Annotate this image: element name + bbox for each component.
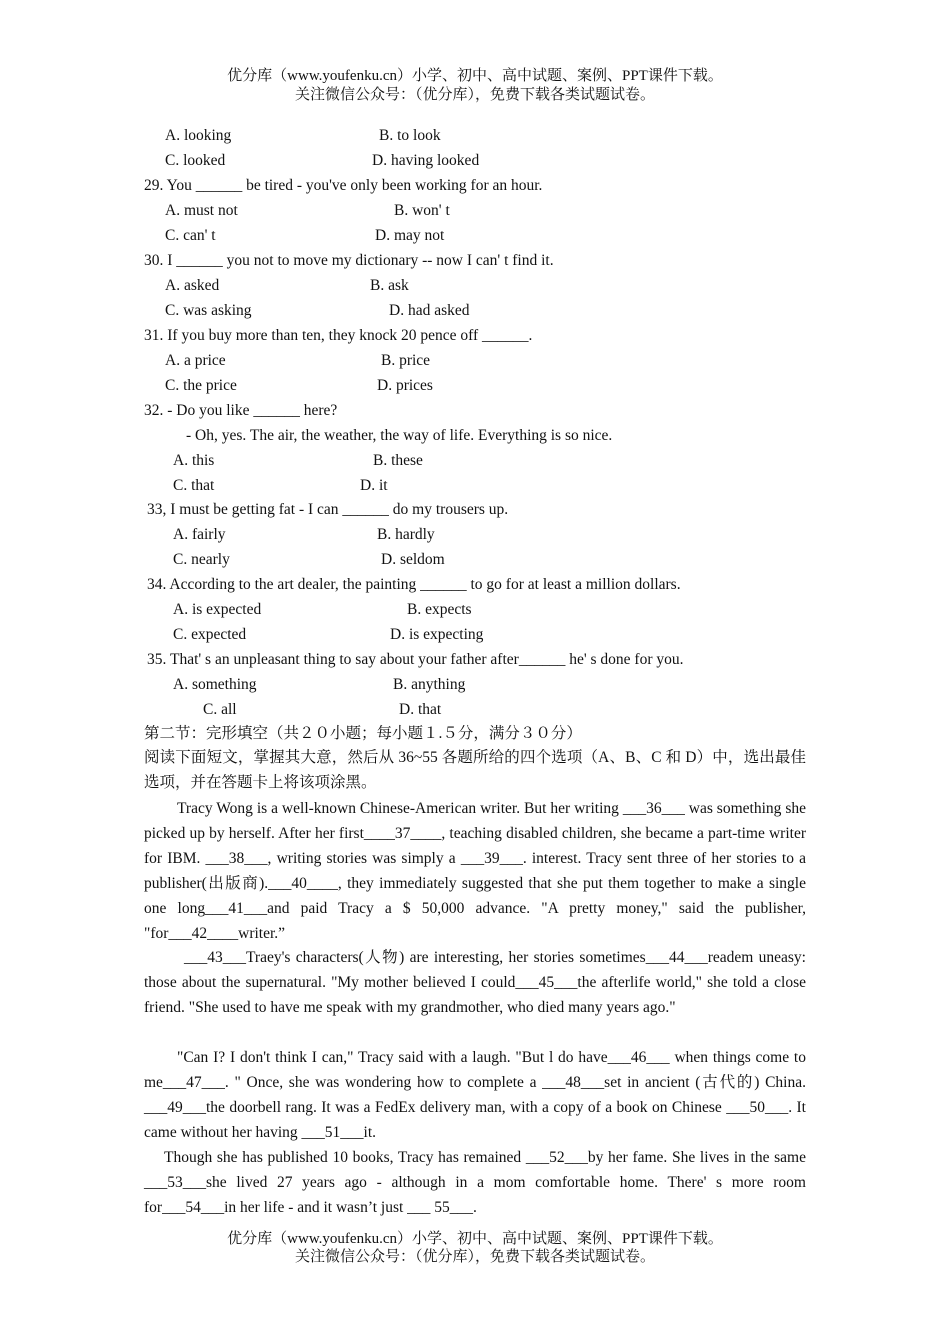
option-c: C. was asking (165, 302, 252, 319)
question-stem: 30. I ______ you not to move my dictionary -- now I can' t find it. (144, 252, 554, 269)
option-a: A. a price (165, 352, 226, 369)
option-c: C. can' t (165, 227, 216, 244)
option-a: A. must not (165, 202, 238, 219)
question-stem: 35. That' s an unpleasant thing to say about your father after______ he' s done for you. (147, 651, 684, 668)
option-b: B. anything (393, 676, 466, 693)
option-a: A. this (173, 452, 215, 469)
footer-line-2: 关注微信公众号：（优分库），免费下载各类试题试卷。 (294, 1249, 655, 1265)
option-c: C. expected (173, 626, 247, 643)
option-d: D. having looked (372, 152, 480, 169)
passage-paragraph-4: Though she has published 10 books, Tracy has remained ___52___by her fame. She lives in the same ___53___she lived 27 years ago - although in a mom comfortable home. There' s more room for___54___in her life - and it wasn’t just ___ 55___. (144, 1149, 806, 1216)
option-c: C. all (203, 701, 237, 718)
passage-paragraph-2: ___43___Traey's characters(人物) are interesting, her stories sometimes___44___readem uneasy: those about the supernatural. "My mother believed I could___45___the afterlife world," she told a close friend. "She used to have me speak with my grandmother, who died many years ago." (144, 949, 806, 1016)
option-d: D. had asked (389, 302, 470, 319)
footer-line-1: 优分库（www.youfenku.cn）小学、初中、高中试题、案例、PPT课件下载。 (227, 1231, 723, 1247)
option-d: D. it (360, 477, 388, 494)
option-c: C. nearly (173, 551, 230, 568)
option-d: D. seldom (381, 551, 445, 568)
option-c: C. looked (165, 152, 226, 169)
option-b: B. ask (370, 277, 409, 294)
option-a: A. fairly (173, 526, 226, 543)
option-b: B. hardly (377, 526, 435, 543)
option-d: D. that (399, 701, 442, 718)
question-stem: 32. - Do you like ______ here? (144, 402, 338, 419)
option-b: B. expects (407, 601, 472, 618)
question-stem: 34. According to the art dealer, the painting ______ to go for at least a million dollars. (147, 576, 681, 593)
option-a: A. something (173, 676, 257, 693)
option-c: C. the price (165, 377, 237, 394)
header-line-1: 优分库（www.youfenku.cn）小学、初中、高中试题、案例、PPT课件下载。 (227, 68, 723, 84)
option-a: A. asked (165, 277, 220, 294)
option-b: B. price (381, 352, 431, 369)
header-line-2: 关注微信公众号：（优分库），免费下载各类试题试卷。 (294, 87, 655, 103)
option-b: B. these (373, 452, 423, 469)
question-response: - Oh, yes. The air, the weather, the way of life. Everything is so nice. (186, 427, 613, 444)
question-stem: 29. You ______ be tired - you've only been working for an hour. (144, 177, 543, 194)
option-d: D. is expecting (390, 626, 484, 643)
option-d: D. may not (375, 227, 445, 244)
option-a: A. looking (165, 127, 232, 144)
question-stem: 33, I must be getting fat - I can ______ do my trousers up. (147, 501, 509, 518)
section-title: 第二节：完形填空（共２０小题；每小题１.５分，满分３０分） (144, 725, 582, 742)
option-a: A. is expected (173, 601, 262, 618)
passage-paragraph-1: Tracy Wong is a well-known Chinese-American writer. But her writing ___36___ was something she picked up by herself. After her first____37____, teaching disabled children, she became a part-time writer for IBM. ___38___, writing stories was simply a ___39___. interest. Tracy sent three of her stories to a publisher(出版商).___40____, they immediately suggested that she put them together to make a single one long___41___and paid Tracy a $ 50,000 advance. "A pretty money," said the publisher, "for___42____writer.” (144, 800, 806, 942)
option-b: B. to look (379, 127, 441, 144)
option-c: C. that (173, 477, 215, 494)
section-instructions: 阅读下面短文，掌握其大意，然后从 36~55 各题所给的四个选项（A、B、C 和 D）中，选出最佳选项，并在答题卡上将该项涂黑。 (144, 749, 806, 791)
question-stem: 31. If you buy more than ten, they knock 20 pence off ______. (144, 327, 533, 344)
passage-paragraph-3: "Can I? I don't think I can," Tracy said with a laugh. "But l do have___46___ when things come to me___47___. " Once, she was wondering how to complete a ___48___set in ancient (古代的) China. ___49___the doorbell rang. It was a FedEx delivery man, with a copy of a book on Chinese ___50___. It came without her having ___51___it. (144, 1049, 806, 1141)
option-d: D. prices (377, 377, 433, 394)
option-b: B. won' t (394, 202, 450, 219)
